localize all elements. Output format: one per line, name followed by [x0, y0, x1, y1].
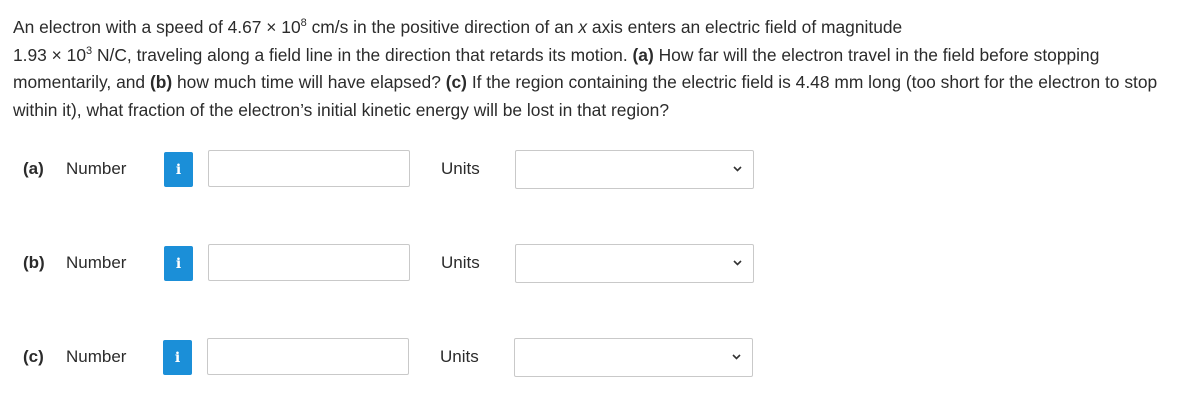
question-segment: N/C, traveling along a field line in the direction that retards its motion.: [92, 44, 633, 65]
exponent: 3: [86, 44, 93, 57]
info-icon: i: [175, 255, 182, 272]
exponent: 8: [300, 17, 307, 29]
number-input[interactable]: [207, 338, 409, 375]
info-icon: i: [175, 161, 182, 178]
answer-row-a: [0, 149, 1188, 191]
units-label: Units: [440, 347, 479, 366]
units-label: Units: [441, 159, 480, 178]
number-label: Number: [66, 347, 127, 366]
units-dropdown[interactable]: [514, 338, 753, 377]
question-segment: how much time will have elapsed?: [172, 72, 446, 92]
number-input[interactable]: [208, 244, 410, 281]
variable: x: [578, 17, 588, 37]
question-segment: If the region containing the electric field is 4.48 mm long (too short for the electron to stop within it), what fraction of the electron’s initial kinetic energy will be lost in that region?: [13, 72, 1158, 120]
question-segment: How far will the electron travel in the field before stopping momentarily, and: [13, 44, 1100, 92]
chevron-down-icon: [731, 351, 742, 362]
units-dropdown[interactable]: [515, 244, 754, 283]
info-button[interactable]: [164, 246, 193, 281]
chevron-down-icon: [732, 163, 743, 174]
part-label: (b): [23, 253, 45, 272]
question-segment: axis enters an electric field of magnitude: [587, 17, 903, 37]
part-label: (a): [23, 159, 44, 178]
part-label: (c): [23, 347, 44, 366]
answer-row-b: [0, 243, 1188, 285]
info-button[interactable]: [163, 340, 192, 375]
question-segment: cm/s in the positive direction of an: [306, 17, 579, 37]
units-label: Units: [441, 253, 480, 272]
chevron-down-icon: [732, 257, 743, 268]
part-label: (c): [445, 72, 467, 92]
number-label: Number: [66, 253, 127, 272]
units-dropdown[interactable]: [515, 150, 754, 189]
answer-row-c: [0, 337, 1188, 379]
part-label: (a): [632, 44, 654, 65]
number-label: Number: [66, 159, 127, 178]
question-segment: 1.93 × 10: [13, 44, 87, 65]
info-button[interactable]: [164, 152, 193, 187]
question-text: [13, 14, 1178, 124]
question-segment: An electron with a speed of 4.67 × 10: [13, 17, 301, 37]
part-label: (b): [149, 72, 173, 92]
number-input[interactable]: [208, 150, 410, 187]
info-icon: i: [174, 349, 181, 366]
